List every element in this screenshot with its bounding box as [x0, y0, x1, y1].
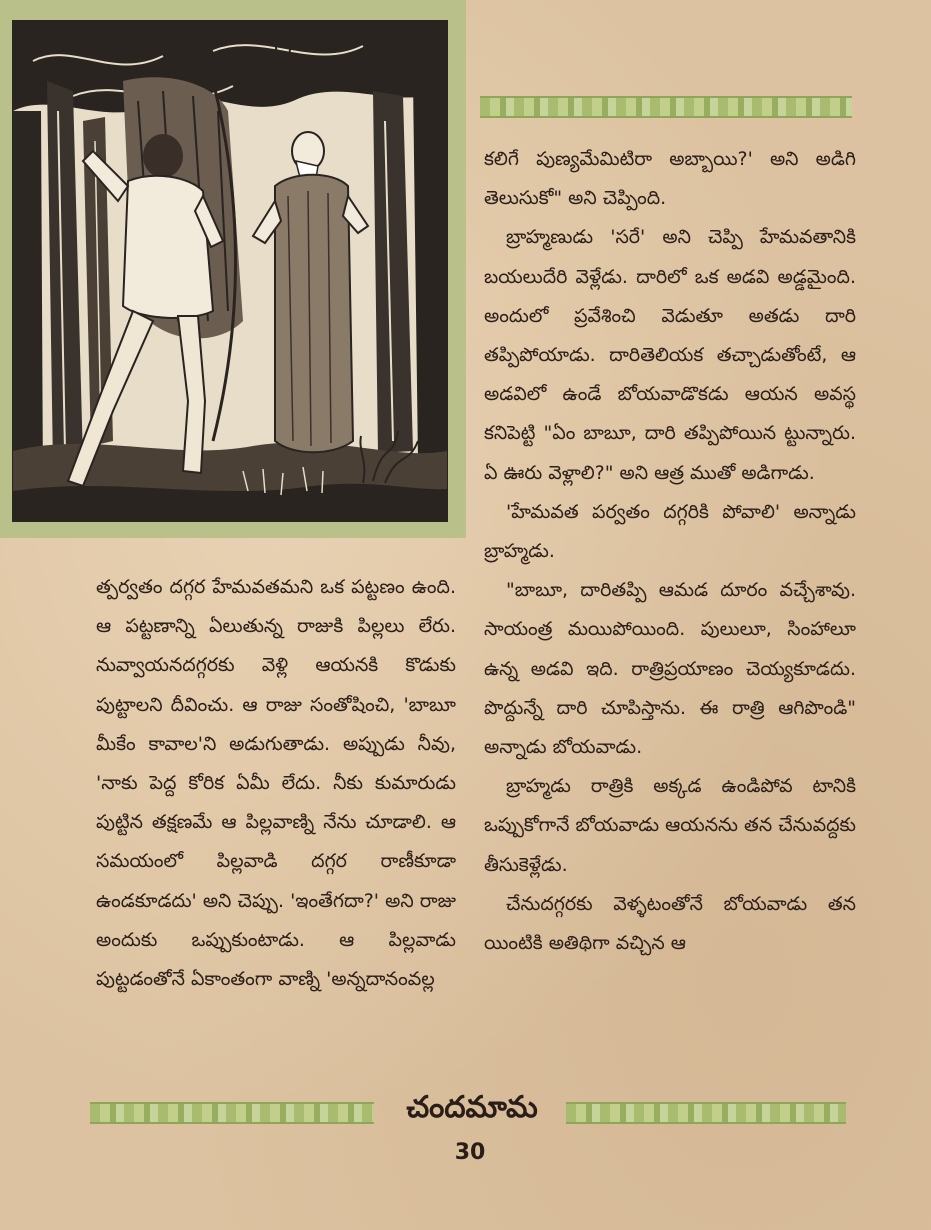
forest-illustration — [12, 20, 448, 522]
paragraph: బ్రాహ్మణుడు 'సరే' అని చెప్పి హేమవతానికి బయలుదేరి వెళ్లేడు. దారిలో ఒక అడవి అడ్డమైంది. అందులో ప్రవేశించి వెడుతూ అతడు దారి తప్పిపోయాడు. దారితెలియక తచ్చాడుతోంటే, ఆ అడవిలో ఉండే బోయవాడొకడు ఆయన అవస్థ కనిపెట్టి "ఏం బాబూ, దారి తప్పిపోయిన ట్టున్నారు. ఏ ఊరు వెళ్లాలి?" అని ఆత్ర ముతో అడిగాడు. — [484, 226, 856, 484]
page-number: 30 — [454, 1140, 486, 1165]
paragraph: "బాబూ, దారితప్పి ఆమడ దూరం వచ్చేశావు. సాయంత్ర మయిపోయింది. పులులూ, సింహాలూ ఉన్న అడవి ఇది. రాత్రిప్రయాణం చెయ్యకూడదు. పొద్దున్నే దారి చూపిస్తాను. ఈ రాత్రి ఆగిపొండి" అన్నాడు బోయవాడు. — [484, 579, 856, 759]
left-text-column — [96, 568, 456, 999]
right-text-column — [484, 140, 856, 963]
paragraph: కలిగే పుణ్యమేమిటిరా అబ్బాయి?' అని అడిగి తెలుసుకో" అని చెప్పింది. — [484, 148, 856, 210]
paragraph: 'హేమవత పర్వతం దగ్గరికి పోవాలి' అన్నాడు బ్రాహ్మడు. — [484, 500, 856, 563]
decorative-band-right — [566, 1102, 846, 1124]
illustration-frame — [0, 0, 466, 538]
paragraph: చేనుదగ్గరకు వెళ్ళటంతోనే బోయవాడు తన యింటికి అతిథిగా వచ్చిన ఆ — [484, 892, 856, 955]
paragraph: త్పర్వతం దగ్గర హేమవతమని ఒక పట్టణం ఉంది. ఆ పట్టణాన్ని ఏలుతున్న రాజుకి పిల్లలు లేరు. నువ్వాయనదగ్గరకు వెళ్లి ఆయనకి కొడుకు పుట్టాలని దీవించు. ఆ రాజు సంతోషించి, 'బాబూ మీకేం కావాల'ని అడుగుతాడు. అప్పుడు నీవు, 'నాకు పెద్ద కోరిక ఏమీ లేదు. నీకు కుమారుడు పుట్టిన తక్షణమే ఆ పిల్లవాణ్ని నేను చూడాలి. ఆ సమయంలో పిల్లవాడి దగ్గర రాణీకూడా ఉండకూడదు' అని చెప్పు. 'ఇంతేగదా?' అని రాజు అందుకు ఒప్పుకుంటాడు. ఆ పిల్లవాడు పుట్టడంతోనే ఏకాంతంగా వాణ్ని 'అన్నదానంవల్ల — [96, 576, 456, 991]
illustration-art — [13, 21, 447, 521]
decorative-band-left — [90, 1102, 374, 1124]
magazine-title: చందమామ — [406, 1090, 538, 1125]
paragraph: బ్రాహ్మడు రాత్రికి అక్కడ ఉండిపోవ టానికి ఒప్పుకోగానే బోయవాడు ఆయనను తన చేనువద్దకు తీసుకెళ్లేడు. — [484, 775, 856, 876]
decorative-band-top — [480, 96, 852, 118]
